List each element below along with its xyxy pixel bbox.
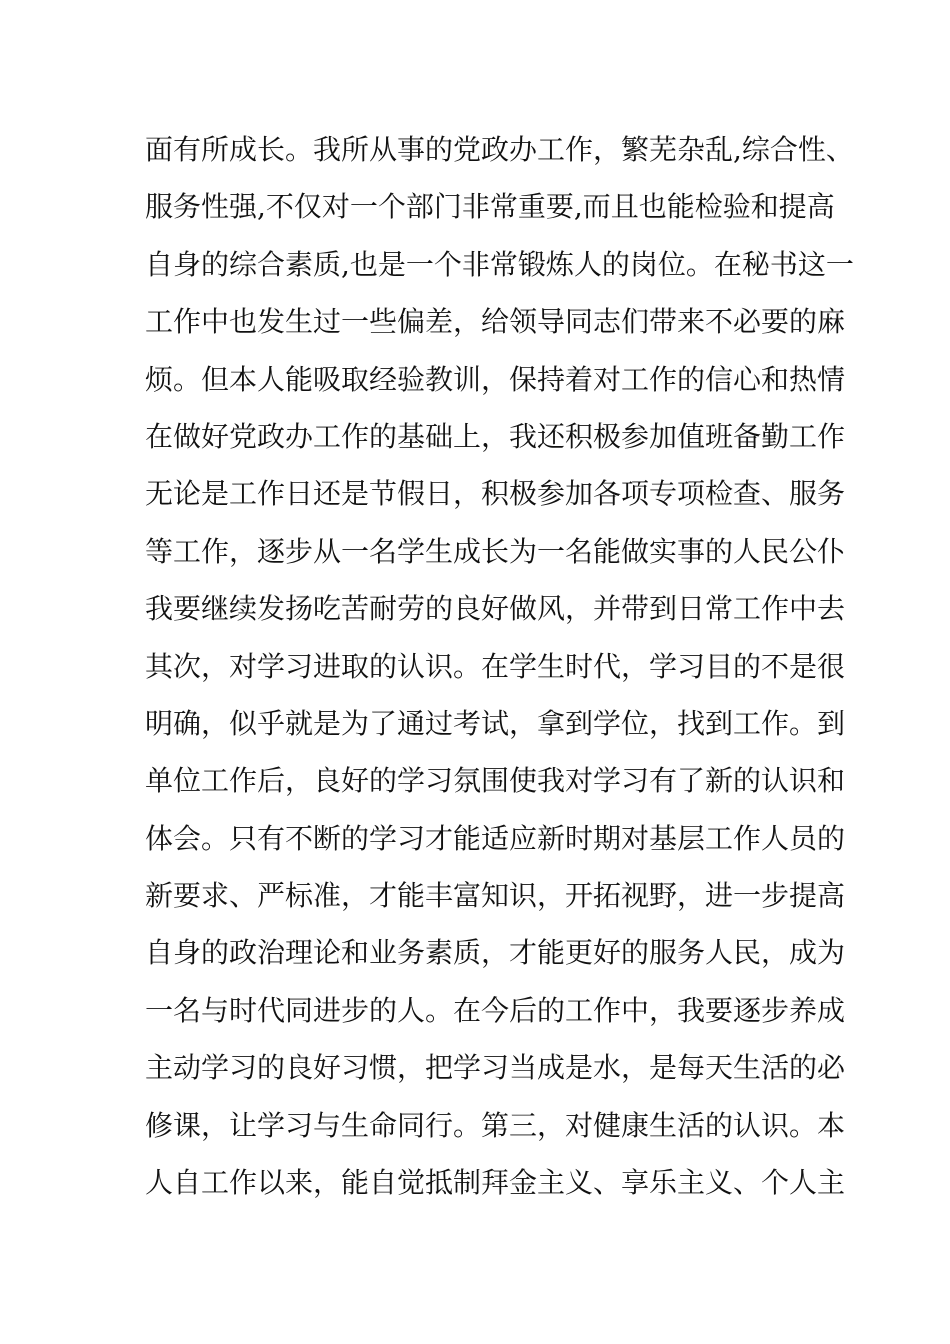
- text-line: 修课，让学习与生命同行。第三，对健康生活的认识。本: [145, 1108, 846, 1142]
- text-line: 单位工作后，良好的学习氛围使我对学习有了新的认识和: [145, 764, 846, 798]
- text-line: 服务性强,不仅对一个部门非常重要,而且也能检验和提高: [145, 190, 835, 224]
- text-line: 在做好党政办工作的基础上，我还积极参加值班备勤工作: [145, 419, 846, 453]
- text-line: 明确，似乎就是为了通过考试，拿到学位，找到工作。到: [145, 706, 846, 740]
- text-line: 自身的政治理论和业务素质，才能更好的服务人民，成为: [145, 936, 846, 970]
- body-text: [145, 121, 854, 1211]
- text-line: 我要继续发扬吃苦耐劳的良好做风，并带到日常工作中去: [145, 592, 846, 626]
- text-line: 自身的综合素质,也是一个非常锻炼人的岗位。在秘书这一: [145, 247, 854, 281]
- text-line: 烦。但本人能吸取经验教训，保持着对工作的信心和热情: [145, 362, 846, 396]
- text-line: 人自工作以来，能自觉抵制拜金主义、享乐主义、个人主: [145, 1166, 846, 1200]
- text-line: 新要求、严标准，才能丰富知识，开拓视野，进一步提高: [145, 879, 846, 913]
- text-line: 无论是工作日还是节假日，积极参加各项专项检查、服务: [145, 477, 846, 511]
- text-line: 面有所成长。我所从事的党政办工作，繁芜杂乱,综合性、: [145, 133, 854, 166]
- text-line: 工作中也发生过一些偏差，给领导同志们带来不必要的麻: [145, 305, 846, 339]
- text-line: 等工作，逐步从一名学生成长为一名能做实事的人民公仆: [145, 534, 846, 568]
- text-line: 其次，对学习进取的认识。在学生时代，学习目的不是很: [145, 649, 846, 683]
- text-line: 一名与时代同进步的人。在今后的工作中，我要逐步养成: [145, 993, 846, 1027]
- text-line: 主动学习的良好习惯，把学习当成是水，是每天生活的必: [145, 1051, 846, 1085]
- text-line: 体会。只有不断的学习才能适应新时期对基层工作人员的: [145, 821, 846, 855]
